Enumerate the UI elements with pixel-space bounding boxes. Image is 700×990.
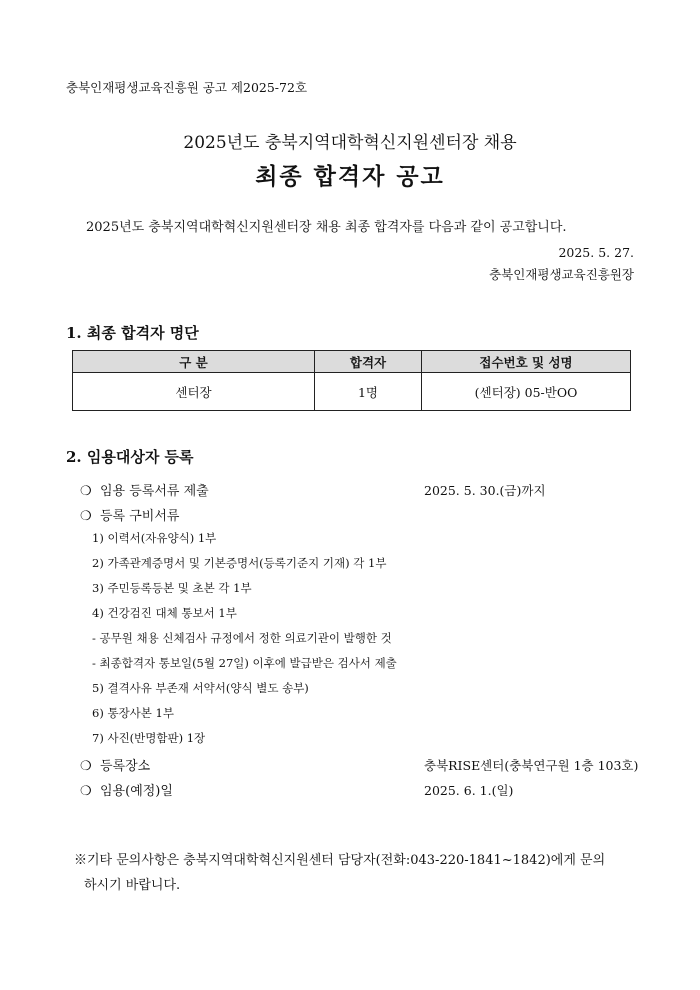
issuer-name: 충북인재평생교육진흥원장 (489, 267, 634, 282)
submission-deadline: 2025. 5. 30.(금)까지 (424, 483, 546, 498)
page-title-line2: 최종 합격자 공고 (255, 163, 445, 190)
footer-note-line1: ※기타 문의사항은 충북지역대학혁신지원센터 담당자(전화:043-220-1841~1842)에게 문의 (74, 853, 606, 868)
intro-text: 2025년도 충북지역대학혁신지원센터장 채용 최종 합격자를 다음과 같이 공고합니다. (86, 220, 567, 235)
page-title-line1: 2025년도 충북지역대학혁신지원센터장 채용 (183, 133, 517, 153)
submission-label: 임용 등록서류 제출 (100, 484, 209, 499)
document-list-item: 4) 건강검진 대체 통보서 1부 (92, 606, 237, 620)
place-value: 충북RISE센터(충북연구원 1층 103호) (424, 758, 639, 773)
column-header-passers: 합격자 (315, 351, 422, 373)
footer-note-line2: 하시기 바랍니다. (84, 878, 181, 893)
submission-item (80, 480, 209, 499)
table-cell-applicant: (센터장) 05-반OO (422, 373, 631, 411)
table-cell-passers: 1명 (315, 373, 422, 411)
document-list-item: 3) 주민등록등본 및 초본 각 1부 (92, 581, 252, 595)
circle-bullet-icon: ❍ (80, 784, 92, 799)
appointment-item (80, 780, 173, 799)
document-list-item: 1) 이력서(자유양식) 1부 (92, 531, 217, 545)
section2-heading: 2. 임용대상자 등록 (66, 448, 194, 466)
circle-bullet-icon: ❍ (80, 759, 92, 774)
document-list-item: 2) 가족관계증명서 및 기본증명서(등록기준지 기재) 각 1부 (92, 556, 387, 570)
result-table (72, 350, 631, 411)
table-cell-category: 센터장 (73, 373, 315, 411)
documents-item (80, 505, 179, 524)
document-list-item: 5) 결격사유 부존재 서약서(양식 별도 송부) (92, 681, 309, 695)
table-header-row (73, 351, 631, 373)
circle-bullet-icon: ❍ (80, 509, 92, 524)
column-header-applicant: 접수번호 및 성명 (422, 351, 631, 373)
documents-label: 등록 구비서류 (100, 509, 180, 524)
section1-heading: 1. 최종 합격자 명단 (66, 324, 199, 342)
notice-number: 충북인재평생교육진흥원 공고 제2025-72호 (66, 80, 308, 95)
document-list-item: 6) 통장사본 1부 (92, 706, 174, 720)
document-list-item: 7) 사진(반명함판) 1장 (92, 731, 206, 745)
appointment-label: 임용(예정)일 (100, 784, 173, 799)
column-header-category: 구 분 (73, 351, 315, 373)
place-label: 등록장소 (100, 759, 151, 774)
table-row (73, 373, 631, 411)
circle-bullet-icon: ❍ (80, 484, 92, 499)
notice-date: 2025. 5. 27. (558, 245, 634, 260)
appointment-date: 2025. 6. 1.(일) (424, 783, 514, 798)
document-note-item: - 최종합격자 통보일(5월 27일) 이후에 발급받은 검사서 제출 (92, 656, 397, 670)
place-item (80, 755, 150, 774)
document-note-item: - 공무원 채용 신체검사 규정에서 정한 의료기관이 발행한 것 (92, 631, 392, 645)
